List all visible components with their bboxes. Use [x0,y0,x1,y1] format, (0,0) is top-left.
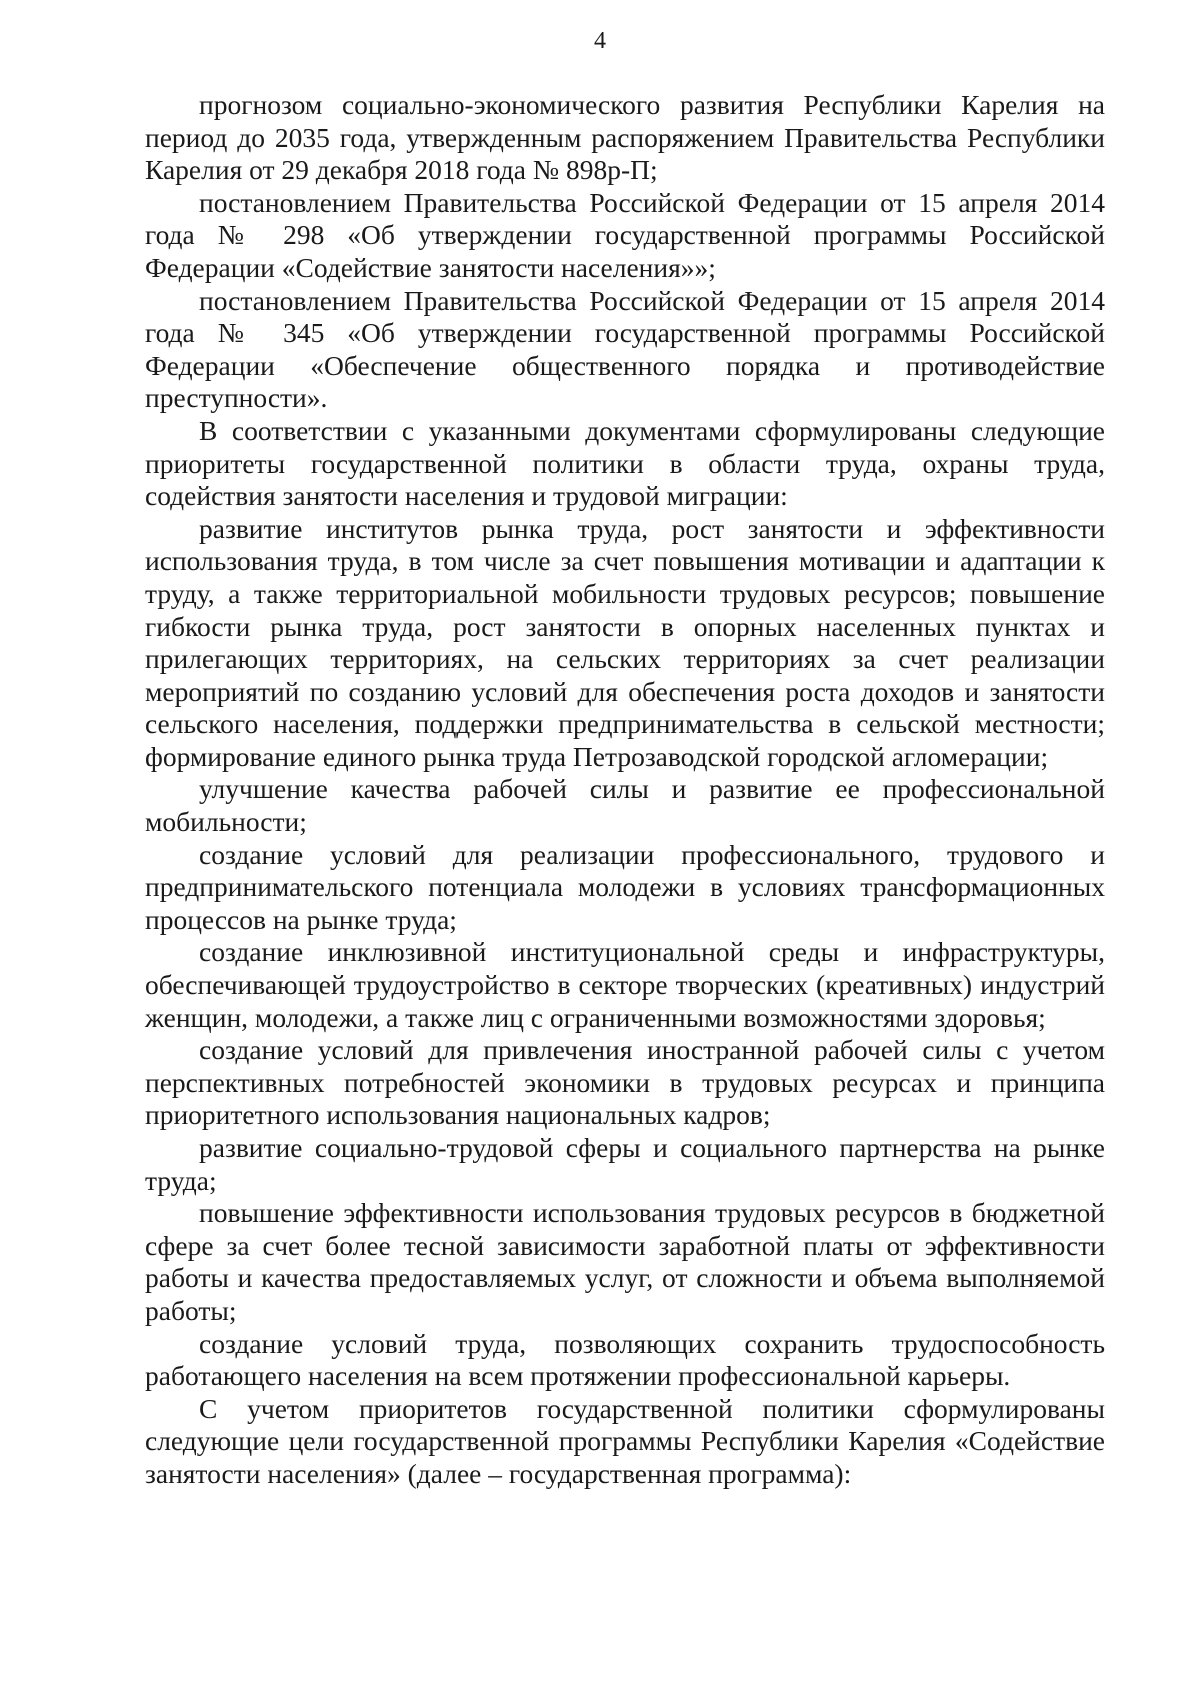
document-body [145,89,1105,1491]
paragraph: создание условий труда, позволяющих сохранить трудоспособность работающего населения на всем протяжении профессиональной карьеры. [145,1327,1105,1392]
paragraph: развитие институтов рынка труда, рост занятости и эффективности использования труда, в том числе за счет повышения мотивации и адаптации к труду, а также территориальной мобильности трудовых ресурсов; повышение гибкости рынка труда, рост занятости в опорных населенных пунктах и прилегающих территориях, на сельских территориях за счет реализации мероприятий по созданию условий для обеспечения роста доходов и занятости сельского населения, поддержки предпринимательства в сельской местности; формирование единого рынка труда Петрозаводской городской агломерации; [145,512,1105,772]
paragraph: В соответствии с указанными документами сформулированы следующие приоритеты государственной политики в области труда, охраны труда, содействия занятости населения и трудовой миграции: [145,414,1105,512]
paragraph: прогнозом социально-экономического развития Республики Карелия на период до 2035 года, утвержденным распоряжением Правительства Республики Карелия от 29 декабря 2018 года № 898р-П; [145,89,1105,186]
paragraph: повышение эффективности использования трудовых ресурсов в бюджетной сфере за счет более тесной зависимости заработной платы от эффективности работы и качества предоставляемых услуг, от сложности и объема выполняемой работы; [145,1197,1105,1326]
paragraph: создание условий для реализации профессионального, трудового и предпринимательского потенциала молодежи в условиях трансформационных процессов на рынке труда; [145,838,1105,935]
page-number: 4 [594,28,606,54]
paragraph: создание инклюзивной институциональной среды и инфраструктуры, обеспечивающей трудоустройство в секторе творческих (креативных) индустрий женщин, молодежи, а также лиц с ограниченными возможностями здоровья; [145,936,1105,1033]
paragraph: С учетом приоритетов государственной политики сформулированы следующие цели государственной программы Республики Карелия «Содействие занятости населения» (далее – государственная программа): [145,1392,1105,1489]
paragraph: создание условий для привлечения иностранной рабочей силы с учетом перспективных потребностей экономики в трудовых ресурсах и принципа приоритетного использования национальных кадров; [145,1034,1105,1131]
paragraph: постановлением Правительства Российской Федерации от 15 апреля 2014 года № 298 «Об утверждении государственной программы Российской Федерации «Содействие занятости населения»»; [145,186,1105,283]
paragraph: улучшение качества рабочей силы и развитие ее профессиональной мобильности; [145,773,1105,838]
paragraph: развитие социально-трудовой сферы и социального партнерства на рынке труда; [145,1132,1105,1196]
paragraph: постановлением Правительства Российской Федерации от 15 апреля 2014 года № 345 «Об утверждении государственной программы Российской Федерации «Обеспечение общественного порядка и противодействие преступности». [145,284,1105,414]
